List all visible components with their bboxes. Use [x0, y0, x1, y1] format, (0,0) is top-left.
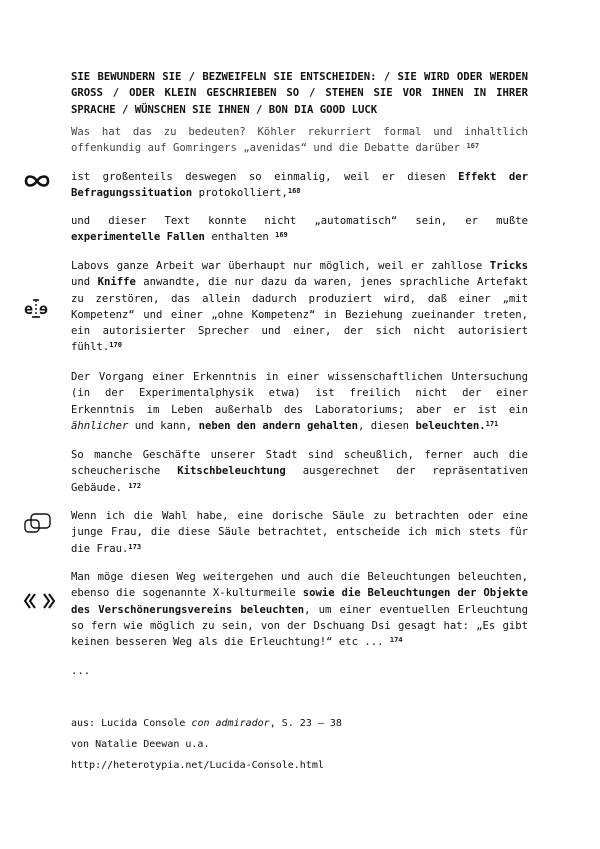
mirrored-e-cursor-icon: [22, 297, 56, 327]
poem-block: [71, 69, 528, 118]
source-url[interactable]: http://heterotypia.net/Lucida-Console.html: [71, 760, 324, 771]
poem-text: SIE BEWUNDERN SIE / BEZWEIFELN SIE ENTSCHEIDEN: / SIE WIRD ODER WERDEN GROSS / ODER KLEIN GESCHRIEBEN SO / STEHEN SIE VOR IHNEN IN IHRER SPRACHE / WÜNSCHEN SIE IHNEN / BON DIA GOOD LUCK: [71, 71, 528, 116]
paragraph-3: [71, 213, 528, 246]
source-block: [71, 713, 528, 776]
footnote-ref: 174: [389, 636, 403, 645]
footnote-ref: 172: [128, 481, 142, 490]
paragraph-text: protokolliert,: [192, 187, 288, 200]
paragraph-text: , um einer eventuellen Erleuchtung so fern wie möglich zu sein, von der Dschuang Dsi gesagt hat: „Es gibt keinen besseren Weg als die Erleuchtung!“ etc ...: [71, 603, 528, 649]
source-text: aus: Lucida Console: [71, 718, 192, 729]
footnote-ref: 167: [466, 142, 480, 151]
emphasis-text: experimentelle Fallen: [71, 231, 205, 244]
svg-text:e: e: [24, 300, 34, 318]
paragraph-7: [71, 508, 528, 557]
italic-text: ähnlicher: [71, 419, 129, 432]
emphasis-text: Tricks: [489, 260, 528, 272]
ellipsis-block: [71, 663, 528, 679]
footnote-ref: 168: [287, 187, 301, 196]
paragraph-8: [71, 569, 528, 650]
paragraph-4: [71, 258, 528, 356]
paragraph-text: Wenn ich die Wahl habe, eine dorische Säule zu betrachten oder eine junge Frau, die diese Säule betrachtet, entscheide ich mich stets für die Frau.: [71, 510, 528, 555]
paragraph-text: So manche Geschäfte unserer Stadt sind scheußlich, ferner auch die scheucherische: [71, 449, 528, 478]
paragraph-text: Was hat das zu bedeuten? Köhler rekurriert formal und inhaltlich offenkundig auf Gomringers „avenidas“ und die Debatte darüber: [71, 126, 528, 155]
paragraph-text: Man möge diesen Weg weitergehen und auch die Beleuchtungen beleuchten, ebenso die sogenannte X-kulturmeile: [71, 571, 528, 600]
emphasis-text: Kitschbeleuchtung: [177, 465, 286, 478]
footnote-ref: 173: [128, 542, 142, 551]
overlapping-rectangles-icon: [22, 512, 56, 542]
paragraph-text: und dieser Text konnte nicht „automatisch“ sein, er mußte: [71, 215, 528, 227]
svg-text:e: e: [38, 300, 48, 318]
guillemets-icon: [22, 590, 56, 620]
infinity-icon: [22, 170, 56, 200]
paragraph-5: [71, 369, 528, 434]
paragraph-1: [71, 124, 528, 157]
emphasis-text: Kniffe: [97, 276, 136, 289]
paragraph-text: und: [71, 276, 98, 289]
source-authors: von Natalie Deewan u.a.: [71, 739, 210, 750]
emphasis-text: sowie die Beleuchtungen der Objekte des Verschönerungsvereins beleuchten: [71, 587, 528, 616]
ellipsis: ...: [71, 665, 91, 677]
paragraph-text: Der Vorgang einer Erkenntnis in einer wissenschaftlichen Untersuchung (in der Experimentalphysik etwa) ist freilich nicht der einer Erkenntnis im Leben außerhalb des Laboratoriums; aber er ist ein: [71, 371, 528, 416]
paragraph-text: Labovs ganze Arbeit war überhaupt nur möglich, weil er zahllose: [71, 260, 490, 272]
paragraph-text: und kann,: [128, 419, 199, 432]
emphasis-text: Effekt der Befragungssituation: [71, 171, 528, 200]
source-title: con admirador: [191, 718, 270, 729]
emphasis-text: beleuchten.: [415, 419, 486, 432]
paragraph-text: anwandte, die nur dazu da waren, jenes sprachliche Artefakt zu zerstören, das allein dadurch produziert wird, daß einer „mit Kompetenz“ und einer „ohne Kompetenz“ in Beziehung zueinander treten, ein autorisierter Sprecher und einer, der sich nicht autorisiert fühlt.: [71, 276, 529, 354]
paragraph-text: ist großenteils deswegen so einmalig, weil er diesen: [71, 171, 459, 183]
paragraph-text: , diesen: [358, 419, 416, 432]
footnote-ref: 169: [275, 231, 288, 240]
source-pages: , S. 23 – 38: [269, 718, 342, 729]
paragraph-6: [71, 447, 528, 496]
footnote-ref: 170: [109, 341, 122, 350]
emphasis-text: neben den andern gehalten: [198, 419, 359, 432]
paragraph-text: ausgerechnet der repräsentativen Gebäude.: [71, 465, 528, 494]
paragraph-text: enthalten: [204, 231, 276, 244]
paragraph-2: [71, 169, 528, 202]
footnote-ref: 171: [485, 419, 499, 428]
